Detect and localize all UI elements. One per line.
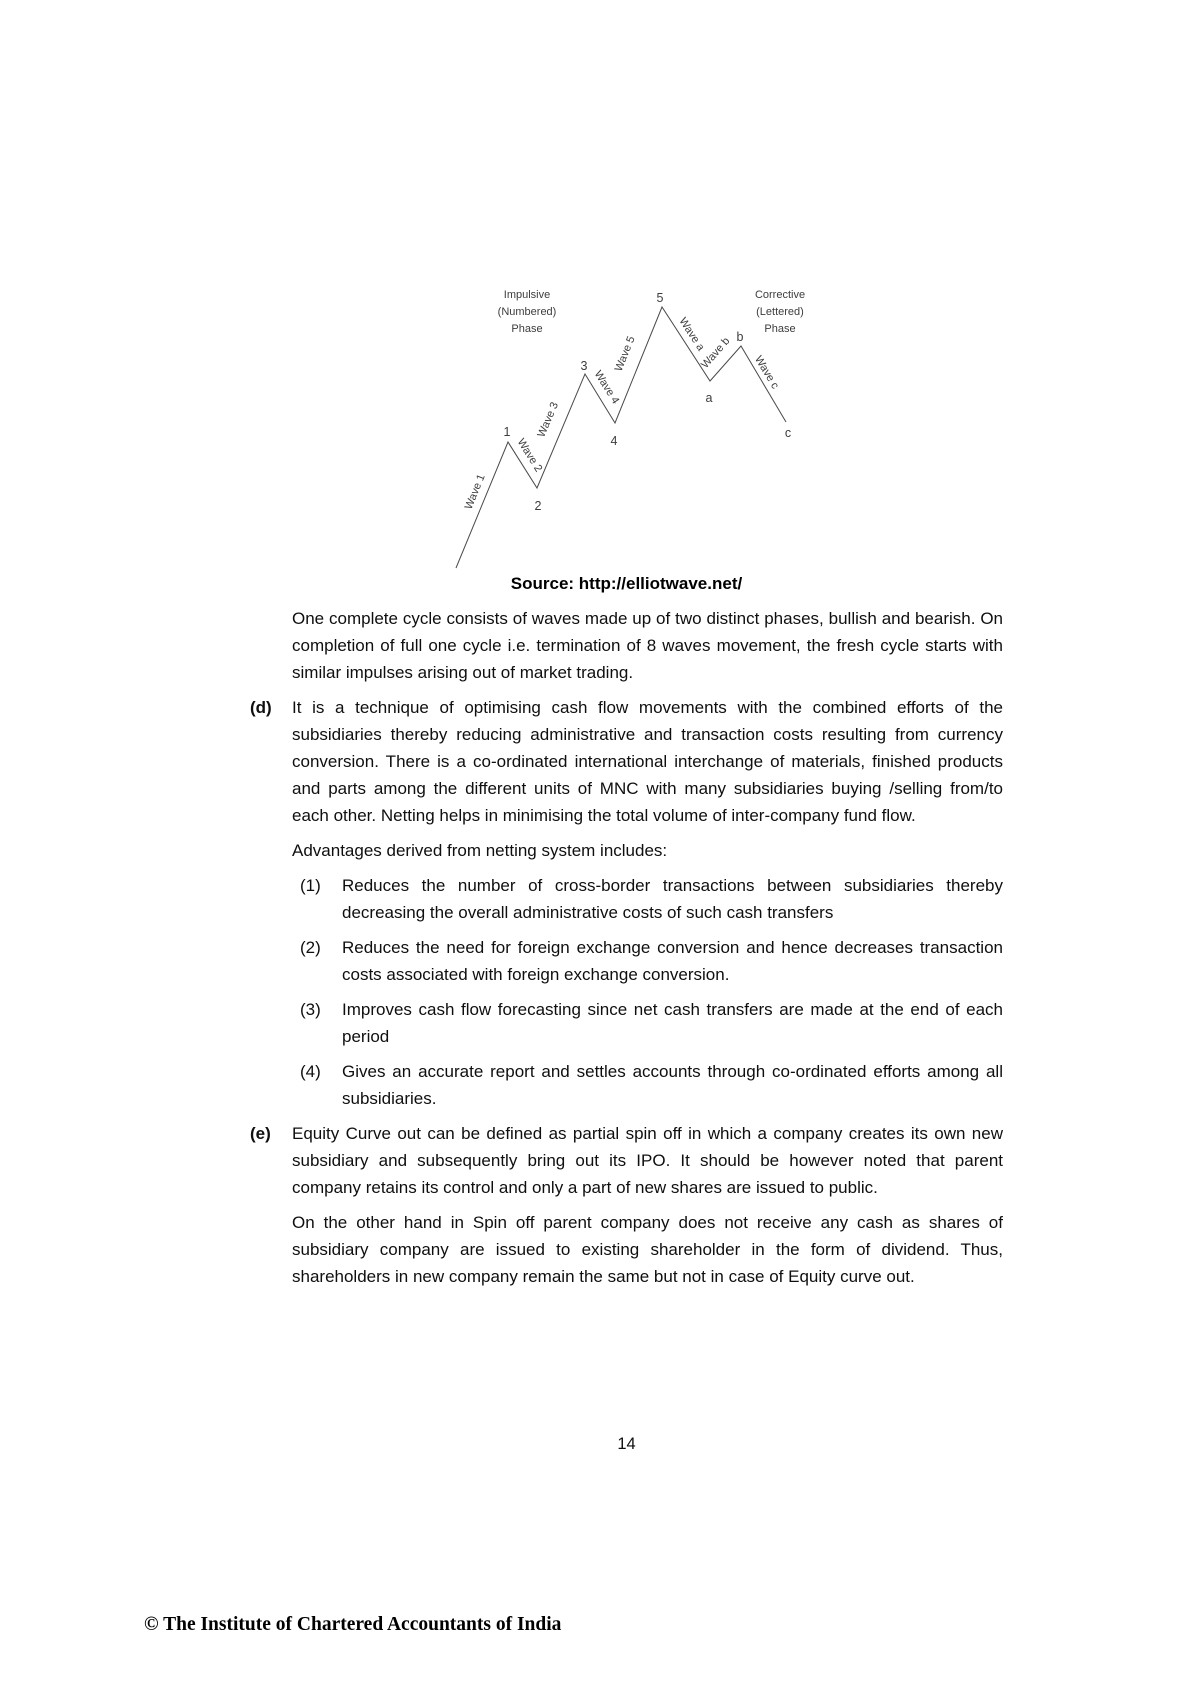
item-d-label: (d) bbox=[250, 698, 272, 717]
phase-label-corrective bbox=[755, 289, 805, 335]
intro-paragraph: One complete cycle consists of waves made up of two distinct phases, bullish and bearish. On completion of full one cycle i.e. termination of 8 waves movement, the fresh cycle starts with similar impulses arising out of market trading. bbox=[292, 609, 1003, 682]
phase-corrective-line3: Phase bbox=[764, 323, 796, 335]
wave-segment-label-4: Wave 4 bbox=[591, 368, 622, 407]
wave-segment-label-2: Wave 2 bbox=[514, 436, 545, 475]
item-e bbox=[250, 1120, 1003, 1201]
footer-copyright: © The Institute of Chartered Accountants of India bbox=[144, 1614, 562, 1635]
figure-caption: Source: http://elliotwave.net/ bbox=[510, 574, 743, 593]
vertex-label-b: b bbox=[736, 330, 744, 344]
advantage-text-3: Improves cash flow forecasting since net cash transfers are made at the end of each period bbox=[342, 1000, 1003, 1046]
advantage-number-3: (3) bbox=[300, 1000, 321, 1019]
vertex-label-c: c bbox=[784, 426, 792, 440]
advantage-text-1: Reduces the number of cross-border transactions between subsidiaries thereby decreasing the overall administrative costs of such cash transfers bbox=[342, 876, 1003, 922]
page-number: 14 bbox=[617, 1435, 636, 1453]
phase-corrective-line1: Corrective bbox=[754, 289, 806, 301]
wave-segment-label-c: Wave c bbox=[752, 353, 782, 392]
wave-segment-label-5: Wave 5 bbox=[612, 334, 638, 374]
body-content bbox=[250, 605, 1003, 1298]
advantage-text-2: Reduces the need for foreign exchange conversion and hence decreases transaction costs associated with foreign exchange conversion. bbox=[342, 938, 1003, 984]
advantages-heading: Advantages derived from netting system includes: bbox=[292, 841, 668, 860]
elliott-wave-svg bbox=[415, 258, 815, 573]
vertex-label-5: 5 bbox=[656, 291, 664, 305]
phase-impulsive-line3: Phase bbox=[511, 323, 543, 335]
spin-off-paragraph: On the other hand in Spin off parent company does not receive any cash as shares of subsidiary company are issued to existing shareholder in the form of dividend. Thus, shareholders in new company remain the same but not in case of Equity curve out. bbox=[292, 1213, 1003, 1286]
advantage-number-1: (1) bbox=[300, 876, 321, 895]
vertex-label-3: 3 bbox=[580, 359, 588, 373]
elliott-wave-figure bbox=[415, 258, 815, 573]
advantage-item-1 bbox=[250, 872, 1003, 926]
wave-segment-label-1: Wave 1 bbox=[462, 472, 488, 512]
item-e-label: (e) bbox=[250, 1124, 271, 1143]
phase-impulsive-line2: (Numbered) bbox=[497, 306, 557, 318]
item-d-text: It is a technique of optimising cash flow movements with the combined efforts of the subsidiaries thereby reducing administrative and transaction costs resulting from currency conversion. There is a co-ordinated international interchange of materials, finished products and parts among the different units of MNC with many subsidiaries buying /selling from/to each other. Netting helps in minimising the total volume of inter-company fund flow. bbox=[292, 698, 1003, 825]
advantage-item-4 bbox=[250, 1058, 1003, 1112]
vertex-label-a: a bbox=[705, 391, 713, 405]
item-d bbox=[250, 694, 1003, 829]
vertex-label-4: 4 bbox=[610, 434, 618, 448]
advantage-item-3 bbox=[250, 996, 1003, 1050]
phase-label-impulsive bbox=[498, 289, 557, 335]
wave-segment-label-a: Wave a bbox=[676, 315, 707, 354]
advantage-text-4: Gives an accurate report and settles accounts through co-ordinated efforts among all subsidiaries. bbox=[342, 1062, 1003, 1108]
advantage-number-2: (2) bbox=[300, 938, 321, 957]
phase-corrective-line2: (Lettered) bbox=[756, 306, 804, 318]
vertex-label-2: 2 bbox=[534, 499, 542, 513]
phase-impulsive-line1: Impulsive bbox=[503, 289, 551, 301]
wave-segment-label-3: Wave 3 bbox=[535, 400, 561, 440]
item-e-text: Equity Curve out can be defined as partial spin off in which a company creates its own new subsidiary and subsequently bring out its IPO. It should be however noted that parent company retains its control and only a part of new shares are issued to public. bbox=[292, 1124, 1003, 1197]
advantage-number-4: (4) bbox=[300, 1062, 321, 1081]
vertex-label-1: 1 bbox=[503, 425, 511, 439]
wave-segment-label-b: Wave b bbox=[699, 335, 733, 371]
advantage-item-2 bbox=[250, 934, 1003, 988]
